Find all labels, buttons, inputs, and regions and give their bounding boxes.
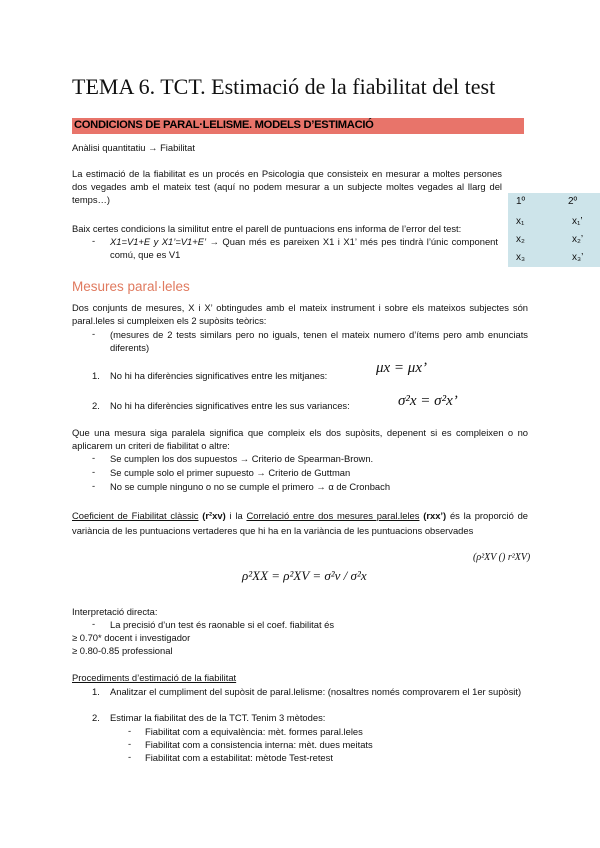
coef-mid: i la [229,510,243,521]
table-cell: x₃’ [572,252,584,263]
table-cell: x₁’ [572,216,583,227]
subtitle: Anàlisi quantitatiu → Fiabilitat [72,142,195,153]
bullet-dash: - [128,725,132,736]
coef-symbol-2: (rxx’) [423,510,447,521]
table-cell: x₃ [516,252,526,263]
section-heading-bar [72,118,524,134]
table-header-1: 1º [516,196,526,207]
main-reliability-formula: ρ²XX = ρ²XV = σ²v / σ²x [242,568,367,583]
criteri-item: Se cumplen los dos supuestos → Criterio de Spearman-Brown. [110,453,374,464]
table-cell: x₂ [516,234,525,245]
mesures-heading: Mesures paral·leles [72,279,190,294]
proc-item: Analitzar el cumpliment del supòsit de paral.lelisme: (nosaltres només comprovarem el 1er supòsit) [110,686,522,697]
page-title: TEMA 6. TCT. Estimació de la fiabilitat del test [72,74,496,99]
table-cell: x₂’ [572,234,584,245]
mesures-bullet: (mesures de 2 tests similars pero no iguals, tenen el mateix numero d’ítems pero amb enunciats diferents) [110,329,528,353]
criteri-item: Se cumple solo el primer supuesto → Criterio de Guttman [110,467,351,478]
metode-item: Fiabilitat com a equivalència: mèt. formes paral.leles [145,726,363,737]
metode-item: Fiabilitat com a estabilitat: mètode Test-retest [145,752,333,763]
bullet-dash: - [92,480,96,491]
proc-num: 2. [92,712,100,723]
bullet-dash: - [92,466,96,477]
bullet-dash: - [92,618,96,629]
bullet-dash: - [92,235,96,246]
intro-paragraph: La estimació de la fiabilitat es un procés en Psicologia que consisteix en mesurar a moltes persones dos vegades amb el mateix test (aquí no podem mesurar a un subjecte moltes vegades al llarg del temps…) [72,168,502,205]
interp-label: Interpretació directa: [72,606,158,617]
proc-item: Estimar la fiabilitat des de la TCT. Tenim 3 mètodes: [110,712,326,723]
criteri-item: No se cumple ninguno o no se cumple el primero → α de Cronbach [110,481,391,492]
coef-symbol-1: (r²xv) [202,510,226,521]
coef-paragraph [72,508,528,538]
table-cell: x₁ [516,216,525,227]
mean-equality-formula: μx = μx’ [376,360,427,376]
suposit-1-num: 1. [92,370,100,381]
bullet-dash: - [92,328,96,339]
bullet-dash: - [92,452,96,463]
bullet-dash: - [128,738,132,749]
threshold-research: ≥ 0.70* docent i investigador [72,632,191,643]
baix-bullet-rest: → Quan més es pareixen X1 i X1’ més pes tindrà l’únic component comú, que es V1 [110,236,498,260]
bullet-dash: - [128,751,132,762]
metode-item: Fiabilitat com a consistencia interna: mèt. dues meitats [145,739,373,750]
coef-rest: és la proporció de variància de les puntuacions vertaderes que hi ha en la variància de les puntuacions observades [72,510,528,536]
threshold-professional: ≥ 0.80-0.85 professional [72,645,173,656]
coef-label-1: Coeficient de Fiabilitat clàssic [72,510,199,521]
side-formula: (ρ²XV () r²XV) [473,552,531,563]
baix-formula: X1=V1+E y X1’=V1+E’ [110,236,207,247]
section-heading: CONDICIONS DE PARAL·LELISME. MODELS D’ESTIMACIÓ [74,119,374,131]
suposit-2-text: No hi ha diferències significatives entre les sus variances: [110,400,350,411]
que-una-paragraph: Que una mesura siga paralela significa que compleix els dos supòsits, depenent si es compleixen o no aplicarem un criteri de fiabilitat o altre: [72,427,528,451]
baix-bullet [110,235,498,261]
score-table [508,193,600,267]
baix-text: Baix certes condicions la similitut entre el parell de puntuacions ens informa de l’error del test: [72,223,462,234]
suposit-1-text: No hi ha diferències significatives entre les mitjanes: [110,370,328,381]
coef-label-2: Correlació entre dos mesures paral.leles [246,510,420,521]
suposit-2-num: 2. [92,400,100,411]
proc-num: 1. [92,686,100,697]
interp-bullet: La precisió d’un test és raonable si el coef. fiabilitat és [110,619,335,630]
variance-equality-formula: σ²x = σ²x’ [398,393,458,409]
table-header-2: 2º [568,196,578,207]
dos-conjunts-paragraph: Dos conjunts de mesures, X i X’ obtingudes amb el mateix instrument i sobre els mateixos subjectes són paral.leles si cumpleixen els 2 supòsits teòrics: [72,302,528,326]
proc-heading: Procediments d’estimació de la fiabilitat [72,672,237,683]
